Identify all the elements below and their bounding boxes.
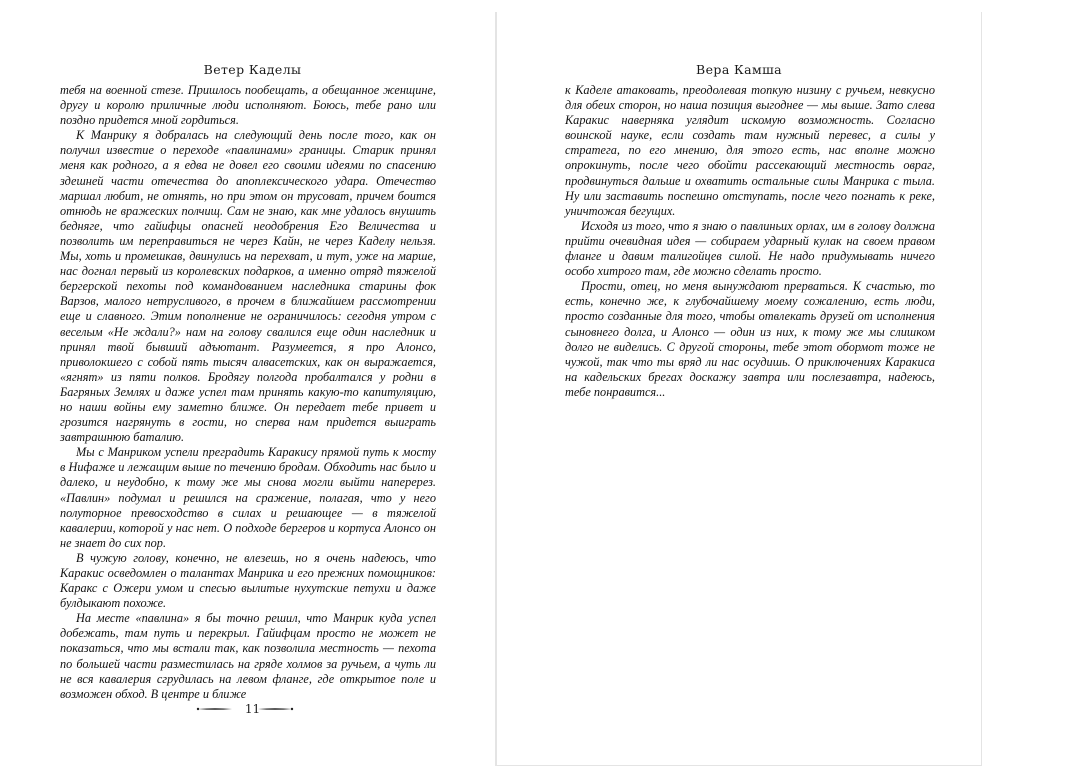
right-page [496, 12, 982, 766]
paragraph: К Манрику я добралась на следующий день после того, как он получил известие о переходе «павлинами» границы. Старик принял меня как родного, а я едва не довел его своими идеями по спасению здешней части отечества до апоплексического удара. Отечество маршал любит, не отнять, но при этом он трусоват, причем боится отнюдь не вражеских полчищ. Сам не знаю, как мне удалось внушить бедняге, что гайифцы опасней неодобрения Его Величества и позволить им переправиться не через Кайн, не через Каделу нельзя. Мы, хоть и промешкав, двинулись на перехват, и тут, уже на марше, нас догнал первый из королевских подарков, а именно отряд тяжелой бергерской пехоты под командованием наследника старины фок Варзов, малого нетрусливого, в прочем в ближайшем рассмотрении еще и славного. Этим пополнение не ограничилось: сегодня утром с веселым «Не ждали?» нам на голову свалился еще один наследник и принял твой бывший адъютант. Разумеется, я про Алонсо, приволокшего с собой пять тысяч алвасетских, как он выражается, «ягнят» из пяти полков. Бродягу полгода пробалтался у родни в Багряных Землях и даже успел там принять какую-то капитуляцию, но наши войны ему заметно ближе. Он передает тебе привет и грозится нагрянуть в гости, но сперва нам придется выиграть завтрашнюю баталию. [60, 128, 436, 445]
paragraph: к Каделе атаковать, преодолевая топкую низину с ручьем, невкусно для обеих сторон, но наша позиция выгоднее — мы выше. Зато слева Каракис наверняка углядит искомую возможность. Согласно воинской науке, если создать там нужный перевес, а силы у стратега, по его мнению, для этого есть, нас вполне можно опрокинуть, после чего обойти рассекающий местность овраг, продвинуться дальше и охватить остальные силы Манрика с тыла. Ну или заставить поспешно отступать, после чего погнать к реке, уничтожая бегущих. [565, 83, 935, 218]
body-text [60, 83, 436, 702]
paragraph: Мы с Манриком успели преградить Каракису прямой путь к мосту в Нифаже и лежащим выше по течению бродам. Обходить нас было и далеко, и неудобно, к тому же мы снова могли выйти наперерез. «Павлин» подумал и решился на сражение, полагая, что у него полуторное превосходство в силах и решающее — в тяжелой кавалерии, которой у нас нет. О подходе бергеров и кортуса Алонсо он не знает до сих пор. [60, 445, 436, 550]
running-header: Ветер Каделы [203, 62, 302, 77]
left-page [10, 12, 496, 766]
paragraph: На месте «павлина» я бы точно решил, что Манрик куда успел добежать, там путь и перекрыл. Гайифцам просто не может не показаться, что мы встали так, как позволила местность — пехота по большей части разместилась на гряде холмов за ручьем, а чуть ли не вся кавалерия сгрудилась на левом фланге, где открытое поле и возможен обход. В центре и ближе [60, 611, 436, 701]
page-number-ornament [10, 700, 495, 720]
running-header: Вера Камша [696, 62, 782, 77]
body-text [565, 83, 935, 400]
paragraph: тебя на военной стезе. Пришлось пообещать, а обещанное женщине, другу и королю приличные люди исполняют. Боюсь, тебе рано или поздно придется мной гордиться. [60, 83, 436, 128]
paragraph: Прости, отец, но меня вынуждают прерваться. К счастью, то есть, конечно же, к глубочайшему моему сожалению, есть люди, просто созданные для того, чтобы отвлекать друзей от исполнения сыновнего долга, и Алонсо — один из них, к тому же мы слишком долго не виделись. С другой стороны, тебе этот обормот тоже не чужой, так что ты вряд ли нас осудишь. О приключениях Каракиса на кадельских брегах доскажу завтра или послезавтра, надеюсь, тебе понравится... [565, 279, 935, 399]
paragraph: В чужую голову, конечно, не влезешь, но я очень надеюсь, что Каракис осведомлен о талантах Манрика и его прежних помощников: Каракс с Ожери умом и спесью вылитые нухутские петухи и даже булдыкают похоже. [60, 550, 436, 611]
page-number: 11 [244, 702, 261, 716]
paragraph: Исходя из того, что я знаю о павлиньих орлах, им в голову должна прийти очевидная идея — собираем ударный кулак на своем правом фланге и давим талигойцев силой. Не надо придумывать ничего особо хитрого там, где можно сделать просто. [565, 218, 935, 279]
